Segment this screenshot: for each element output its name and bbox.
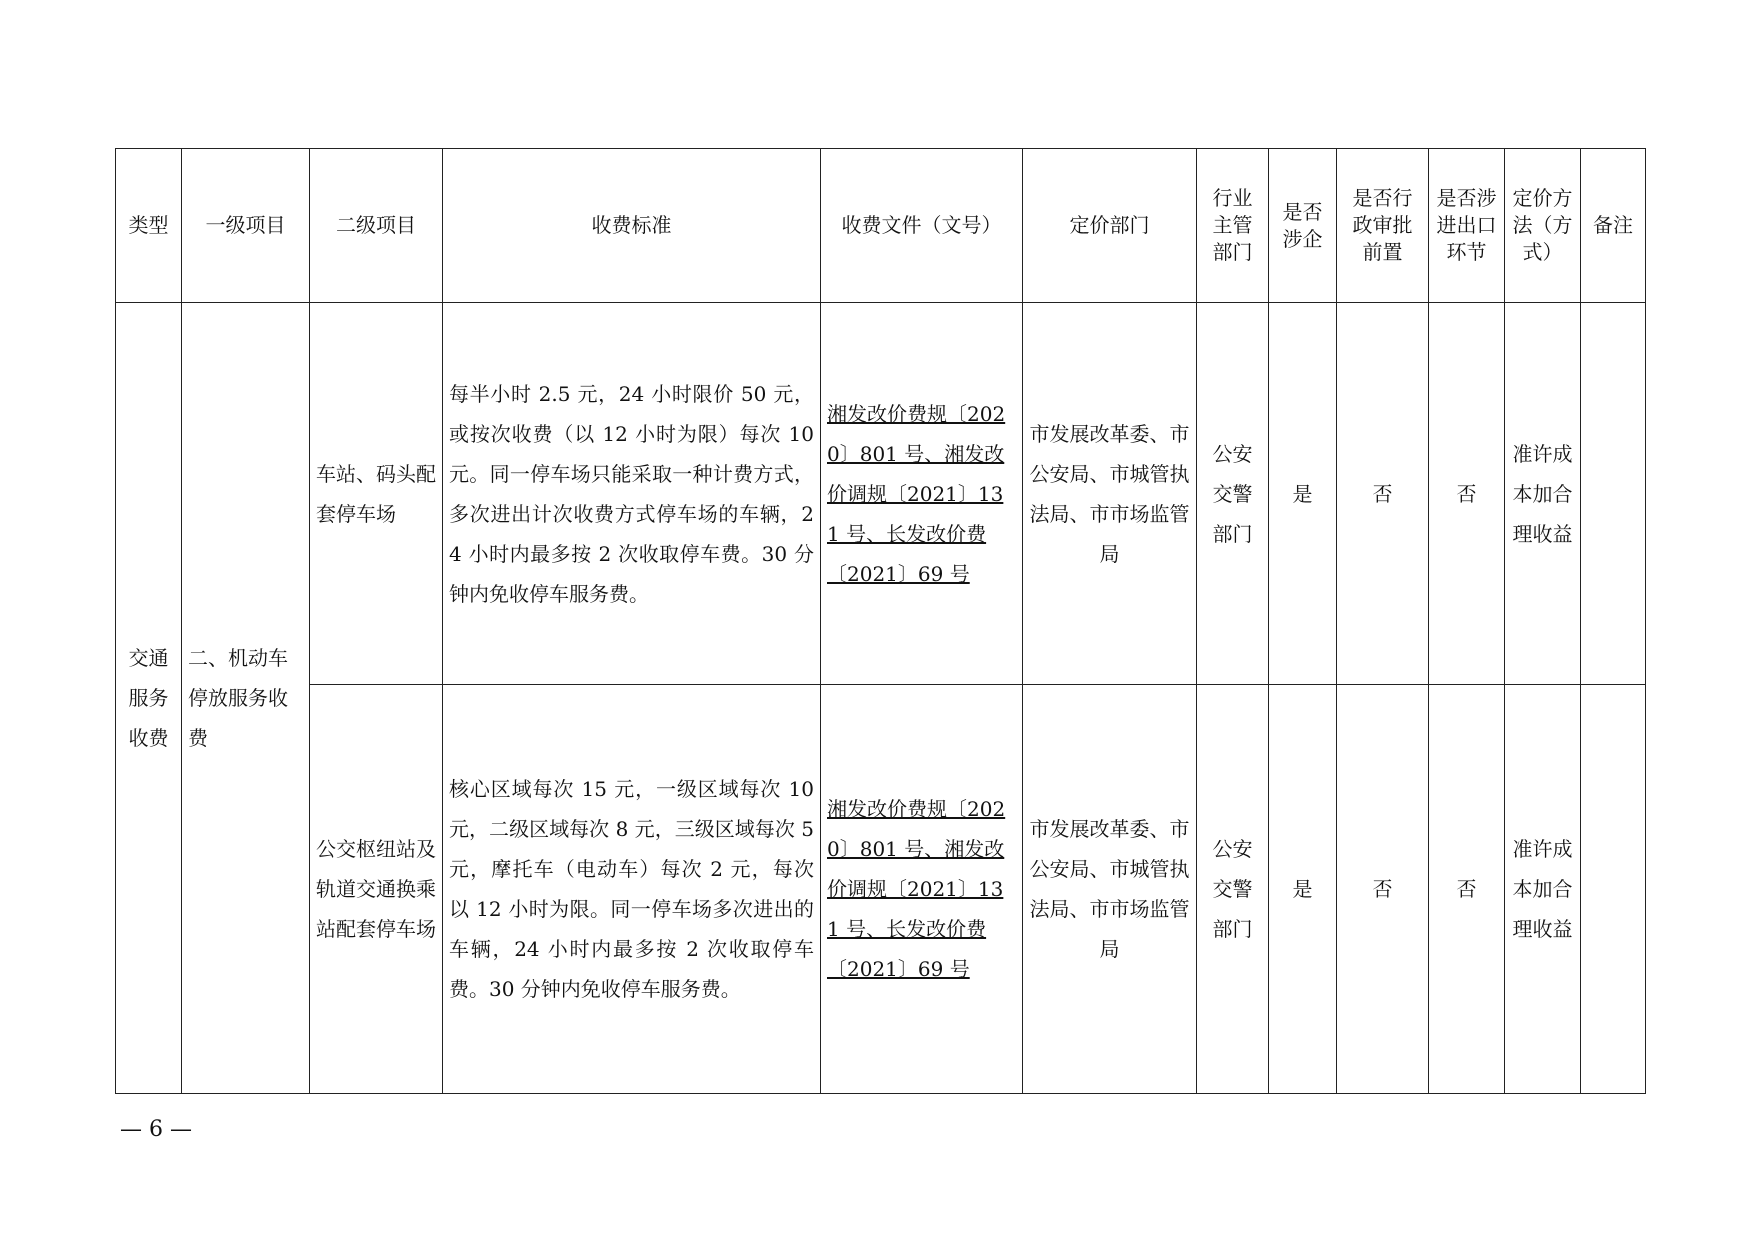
admin-approval-cell: 否 <box>1337 303 1429 685</box>
fee-table <box>115 148 1646 1094</box>
fee-document-cell: 湘发改价费规〔2020〕801 号、湘发改价调规〔2021〕131 号、长发改价费〔2021〕69 号 <box>821 685 1023 1094</box>
pricing-department-cell: 市发展改革委、市公安局、市城管执法局、市市场监管局 <box>1023 685 1197 1094</box>
header-import-export: 是否涉进出口环节 <box>1429 149 1505 303</box>
header-type: 类型 <box>116 149 182 303</box>
header-industry-department: 行业主管部门 <box>1197 149 1269 303</box>
header-remarks: 备注 <box>1581 149 1646 303</box>
table-row <box>116 303 1646 685</box>
import-export-cell: 否 <box>1429 303 1505 685</box>
involves-enterprise-cell: 是 <box>1269 303 1337 685</box>
remarks-cell <box>1581 303 1646 685</box>
category-cell: 交通服务收费 <box>116 303 182 1094</box>
header-row <box>116 149 1646 303</box>
involves-enterprise-cell: 是 <box>1269 685 1337 1094</box>
level2-item-cell: 车站、码头配套停车场 <box>310 303 443 685</box>
header-admin-approval: 是否行政审批前置 <box>1337 149 1429 303</box>
admin-approval-cell: 否 <box>1337 685 1429 1094</box>
pricing-department-cell: 市发展改革委、市公安局、市城管执法局、市市场监管局 <box>1023 303 1197 685</box>
header-fee-standard: 收费标准 <box>443 149 821 303</box>
table-row <box>116 685 1646 1094</box>
fee-standard-cell: 核心区域每次 15 元，一级区域每次 10 元，二级区域每次 8 元，三级区域每次 5 元，摩托车（电动车）每次 2 元，每次以 12 小时为限。同一停车场多次进出的车辆，24 小时内最多按 2 次收取停车费。30 分钟内免收停车服务费。 <box>443 685 821 1094</box>
header-involves-enterprise: 是否涉企 <box>1269 149 1337 303</box>
header-level2-item: 二级项目 <box>310 149 443 303</box>
fee-standard-cell: 每半小时 2.5 元，24 小时限价 50 元，或按次收费（以 12 小时为限）每次 10 元。同一停车场只能采取一种计费方式，多次进出计次收费方式停车场的车辆，24 小时内最多按 2 次收取停车费。30 分钟内免收停车服务费。 <box>443 303 821 685</box>
pricing-method-cell: 准许成本加合理收益 <box>1505 685 1581 1094</box>
header-pricing-method: 定价方法（方式） <box>1505 149 1581 303</box>
pricing-method-cell: 准许成本加合理收益 <box>1505 303 1581 685</box>
level1-item-cell: 二、机动车停放服务收费 <box>182 303 310 1094</box>
import-export-cell: 否 <box>1429 685 1505 1094</box>
header-pricing-department: 定价部门 <box>1023 149 1197 303</box>
header-fee-document: 收费文件（文号） <box>821 149 1023 303</box>
fee-document-cell: 湘发改价费规〔2020〕801 号、湘发改价调规〔2021〕131 号、长发改价费〔2021〕69 号 <box>821 303 1023 685</box>
industry-department-cell: 公安交警部门 <box>1197 303 1269 685</box>
remarks-cell <box>1581 685 1646 1094</box>
industry-department-cell: 公安交警部门 <box>1197 685 1269 1094</box>
level2-item-cell: 公交枢纽站及轨道交通换乘站配套停车场 <box>310 685 443 1094</box>
page-number: — 6 — <box>120 1117 192 1142</box>
header-level1-item: 一级项目 <box>182 149 310 303</box>
